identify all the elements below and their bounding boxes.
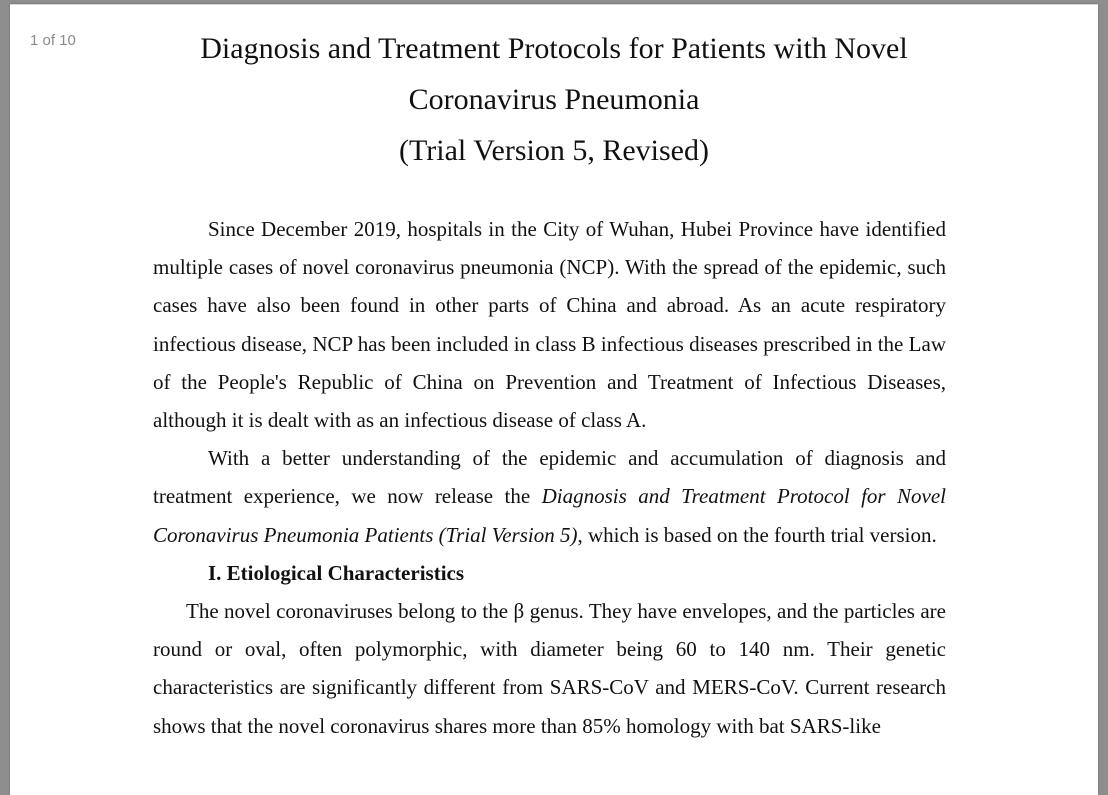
release-paragraph — [153, 439, 946, 554]
section-body-etiology: The novel coronaviruses belong to the β genus. They have envelopes, and the particles are round or oval, often polymorphic, with diameter being 60 to 140 nm. Their genetic characteristics are significantly different from SARS-CoV and MERS-CoV. Current research shows that the novel coronavirus shares more than 85% homology with bat SARS-like — [153, 599, 946, 738]
document-title — [10, 23, 1098, 176]
intro-paragraph: Since December 2019, hospitals in the City of Wuhan, Hubei Province have identified multiple cases of novel coronavirus pneumonia (NCP). With the spread of the epidemic, such cases have also been found in other parts of China and abroad. As an acute respiratory infectious disease, NCP has been included in class B infectious diseases prescribed in the Law of the People's Republic of China on Prevention and Treatment of Infectious Diseases, although it is dealt with as an infectious disease of class A. — [153, 217, 946, 433]
document-page — [10, 4, 1098, 795]
document-body — [153, 210, 946, 745]
release-text-end: , which is based on the fourth trial version. — [577, 522, 937, 547]
title-line-1: Diagnosis and Treatment Protocols for Patients with Novel — [200, 32, 908, 65]
title-line-2: Coronavirus Pneumonia — [408, 83, 700, 116]
page-number-indicator: 1 of 10 — [30, 32, 76, 49]
title-line-3: (Trial Version 5, Revised) — [399, 134, 709, 167]
protocol-title-italic: Diagnosis and Treatment Protocol for Novel Coronavirus Pneumonia Patients (Trial Version 5) — [153, 484, 946, 547]
section-heading-etiology: I. Etiological Characteristics — [208, 560, 465, 585]
release-text-start: With a better understanding of the epidemic and accumulation of diagnosis and treatment experience, we now release the — [153, 446, 946, 509]
